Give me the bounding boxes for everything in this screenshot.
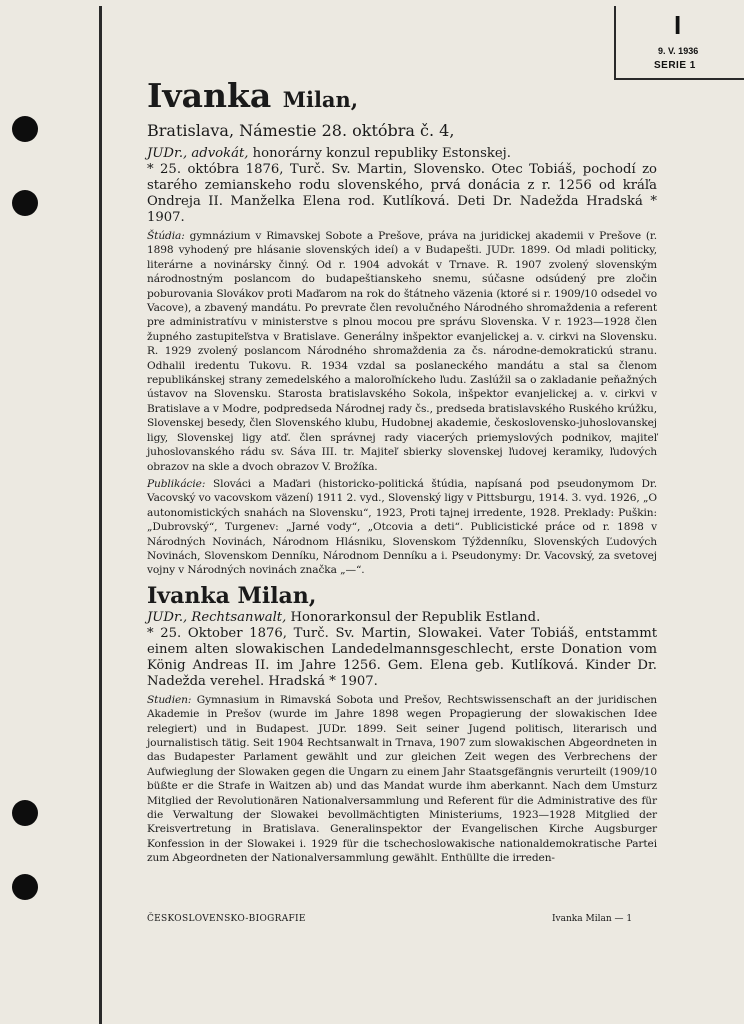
- occupation-title-sk: JUDr., advokát,: [147, 146, 249, 161]
- publikacie-label: Publikácie:: [147, 477, 206, 490]
- margin-rule: [99, 6, 102, 1024]
- occupation-de: [147, 610, 657, 626]
- series-box-border: [614, 6, 616, 80]
- occupation-sk: [147, 146, 657, 162]
- footer-page-ref: Ivanka Milan — 1: [552, 914, 633, 924]
- entry-title-sk: [147, 76, 657, 120]
- entry-content: [147, 76, 657, 866]
- address: Bratislava, Námestie 28. októbra č. 4,: [147, 121, 455, 140]
- studien-label: Studien:: [147, 693, 192, 706]
- punch-hole-4: [12, 874, 38, 900]
- issue-date: 9. V. 1936: [658, 46, 699, 56]
- occupation-rest-sk: honorárny konzul republiky Estonskej.: [248, 146, 511, 161]
- firstname: Milan,: [282, 87, 359, 112]
- studia-text: gymnázium v Rimavskej Sobote a Prešove, práva na juridickej akademii v Prešove (r. 1898 vyhodený pre hlásanie slovenských ideí) a v Budapešti. JUDr. 1899. Od mladi politicky, literárne a novinársky činný. Od r. 1904 advokát v Trnave. R. 1907 zvolený slovenským národnostným poslancom do budapeštianskeho snemu, súčasne odsúdený pre zločin poburovania Slovákov proti Maďarom na rok do štátneho väzenia (ktoré si r. 1909/10 odsedel vo Vacove), a zbavený mandátu. Po prevrate člen revolučného Národného shromaždenia a referent pre administratívu v ministerstve s plnou mocou pre správu Slovenska. V r. 1923—1928 člen župného zastupiteľstva v Bratislave. Generálny inšpektor evanjelickej a. v. cirkvi na Slovensku. R. 1929 zvolený poslancom Národného shromaždenia za čs. národne-demokratickú stranu. Odhalil iredentu Tukovu. R. 1934 vzdal sa poslaneckého mandátu a stal sa členom republikánskej strany zemedelského a maloroľníckeho ľudu. Zaslúžil sa o zakladanie peňažných ústavov na Slovensku. Starosta bratislavského Sokola, inšpektor evanjelickej a. v. cirkvi v Bratislave a v Modre, podpredseda Národnej rady čs., predseda bratislavského Ruského krúžku, Slovenskej besedy, člen Slovenského klubu, Hudobnej akademie, československo-juhoslovanskej ligy, Slovenskej ligy atď. člen správnej rady viacerých priemyslových podnikov, majiteľ juhoslovanského rádu sv. Sáva III. tr. Majiteľ sbierky slovenskej ľudovej keramiky, ľudových obrazov na skle a dvoch obrazov V. Brožíka.: [147, 230, 657, 473]
- series-box: [614, 6, 744, 80]
- volume-number: I: [674, 10, 682, 40]
- punch-hole-1: [12, 116, 38, 142]
- publikacie-text: Slováci a Maďari (historicko-politická štúdia, napísaná pod pseudonymom Dr. Vacovský vo vacovskom väzení) 1911 2. vyd., Slovenský ligy v Pittsburgu, 1914. 3. vyd. 1926, „O autonomistických snahách na Slovensku“, 1923, Proti tajnej irredente, 1928. Preklady: Puškin: „Dubrovský“, Turgenev: „Jarné vody“, „Otcovia a deti“. Publicistické práce od r. 1898 v Národných Novinách, Národnom Hlásniku, Slovenskom Týždenníku, Slovenských Ľudových Novinách, Slovenskom Denníku, Národnom Denníku a i. Pseudonymy: Dr. Vacovský, za svetovej vojny v Národných novinách značka „—“.: [147, 477, 657, 577]
- punch-hole-3: [12, 800, 38, 826]
- publikacie-section: [147, 477, 657, 578]
- footer-publication: ČESKOSLOVENSKO-BIOGRAFIE: [147, 914, 306, 924]
- birth-family-de: * 25. Oktober 1876, Turč. Sv. Martin, Slowakei. Vater Tobiáš, entstammt einem alten slowakischen Landedelmannsgeschlecht, erste Donation vom König Andreas II. im Jahre 1256. Gem. Elena geb. Kutlíková. Kinder Dr. Nadežda verehel. Hradská * 1907.: [147, 625, 657, 689]
- studien-section: [147, 693, 657, 866]
- punch-hole-2: [12, 190, 38, 216]
- studia-section: [147, 229, 657, 474]
- birth-family-sk: * 25. októbra 1876, Turč. Sv. Martin, Slovensko. Otec Tobiáš, pochodí zo starého zemianskeho rodu slovenského, prvá donácia z r. 1256 od kráľa Ondreja II. Manželka Elena rod. Kutlíková. Deti Dr. Nadežda Hradská * 1907.: [147, 162, 657, 225]
- occupation-title-de: JUDr., Rechtsanwalt,: [147, 609, 287, 625]
- surname: Ivanka: [147, 76, 272, 115]
- studien-text: Gymnasium in Rimavská Sobota und Prešov, Rechtswissenschaft an der juridischen Akademie in Prešov (wurde im Jahre 1898 wegen Propagierung der slowakischen Idee relegiert) und in Budapest. JUDr. 1899. Seit seiner Jugend politisch, literarisch und journalistisch tätig. Seit 1904 Rechtsanwalt in Trnava, 1907 zum slowakischen Abgeordneten in das Budapester Parlament gewählt und zur gleichen Zeit wegen des Verbrechens der Aufwieglung der Slowaken gegen die Ungarn zu einem Jahr Staatsgefängnis verurteilt (1909/10 büßte er die Strafe in Waitzen ab) und das Mandat wurde ihm aberkannt. Nach dem Umsturz Mitglied der Revolutionären Nationalversammlung und Referent für die Administrative des für die Verwaltung der Slowakei bevollmächtigten Ministeriums, 1923—1928 Mitglied der Kreisvertretung in Bratislava. Generalinspektor der Evangelischen Kirche Augsburger Konfession in der Slowakei i. 1929 für die tschechoslowakische nationaldemokratische Partei zum Abgeordneten der Nationalversammlung gewählt. Enthüllte die irreden-: [147, 693, 657, 865]
- studia-label: Štúdia:: [147, 230, 185, 242]
- entry-title-de: Ivanka Milan,: [147, 582, 317, 609]
- occupation-rest-de: Honorarkonsul der Republik Estland.: [286, 609, 541, 625]
- series-label: SERIE 1: [654, 60, 696, 71]
